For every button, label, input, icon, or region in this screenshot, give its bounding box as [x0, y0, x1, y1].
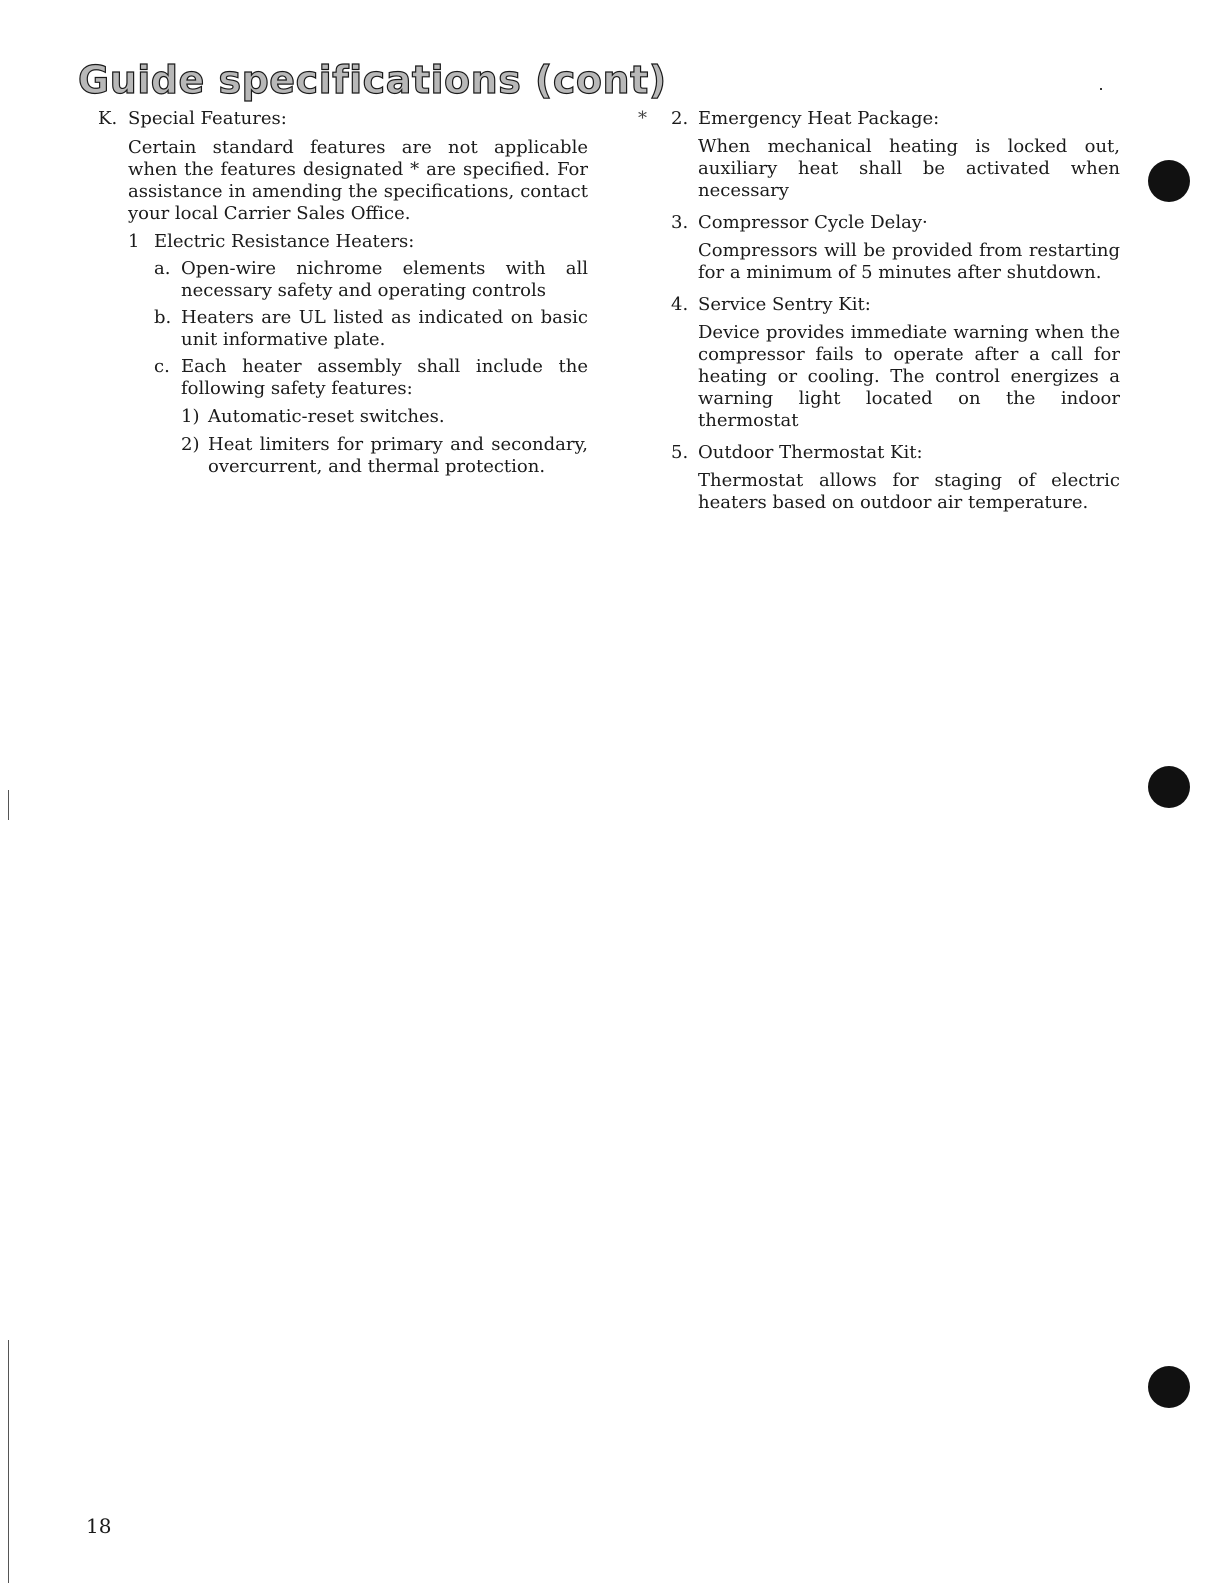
item-5-marker: 5.	[671, 442, 689, 463]
binder-hole-middle	[1148, 766, 1190, 808]
sub-sub-item-1	[181, 406, 588, 428]
item-4-text: Device provides immediate warning when the compressor fails to operate after a call for heating or cooling. The control energizes a warning light located on the indoor thermostat	[698, 322, 1120, 431]
sub-item-a-text: Open-wire nichrome elements with all necessary safety and operating controls	[181, 258, 588, 301]
sub-sub-item-2-marker: 2)	[181, 434, 200, 455]
sub-item-c-text: Each heater assembly shall include the following safety features:	[181, 356, 588, 399]
item-1-sublist	[154, 258, 588, 478]
item-2-text: When mechanical heating is locked out, auxiliary heat shall be activated when necessary	[698, 136, 1120, 201]
item-1-heading: Electric Resistance Heaters:	[154, 231, 415, 252]
sub-item-c	[154, 356, 588, 478]
sub-item-a-marker: a.	[154, 258, 171, 279]
page-title: Guide specifications (cont)	[78, 58, 667, 102]
item-4-marker: 4.	[671, 294, 689, 315]
sub-item-b-text: Heaters are UL listed as indicated on basic unit informative plate.	[181, 307, 588, 350]
sub-sub-item-2	[181, 434, 588, 478]
optional-feature-asterisk: *	[638, 108, 647, 129]
section-k-text: Certain standard features are not applicable when the features designated * are specified. For assistance in amending the specifications, contact your local Carrier Sales Office.	[128, 137, 588, 224]
item-1-marker: 1	[128, 231, 140, 252]
right-column	[638, 108, 1120, 524]
sub-sub-item-2-text: Heat limiters for primary and secondary, overcurrent, and thermal protection.	[208, 434, 588, 477]
item-1	[128, 231, 588, 478]
scan-edge-mark	[8, 790, 9, 820]
sub-sub-item-1-text: Automatic-reset switches.	[208, 406, 445, 427]
sub-item-b	[154, 307, 588, 351]
item-3-marker: 3.	[671, 212, 689, 233]
sub-item-a	[154, 258, 588, 302]
section-k	[98, 108, 588, 478]
item-3-text: Compressors will be provided from restarting for a minimum of 5 minutes after shutdown.	[698, 240, 1120, 283]
item-3	[638, 212, 1120, 284]
section-k-marker: K.	[98, 108, 118, 129]
item-4	[638, 294, 1120, 432]
section-k-heading: Special Features:	[128, 108, 287, 129]
item-4-heading: Service Sentry Kit:	[698, 294, 871, 315]
sub-item-c-marker: c.	[154, 356, 170, 377]
item-3-heading: Compressor Cycle Delay·	[698, 212, 928, 233]
item-2-heading: Emergency Heat Package:	[698, 108, 940, 129]
item-5-heading: Outdoor Thermostat Kit:	[698, 442, 923, 463]
sub-item-b-marker: b.	[154, 307, 172, 328]
sub-sub-item-1-marker: 1)	[181, 406, 200, 427]
item-2-marker: 2.	[671, 108, 689, 129]
item-5	[638, 442, 1120, 514]
binder-hole-top	[1148, 160, 1190, 202]
scan-speck	[1100, 88, 1102, 90]
page-number: 18	[86, 1514, 112, 1538]
item-5-text: Thermostat allows for staging of electric heaters based on outdoor air temperature.	[698, 470, 1120, 513]
left-column	[98, 108, 588, 484]
scan-edge-line	[8, 1340, 9, 1583]
item-2	[638, 108, 1120, 202]
binder-hole-bottom	[1148, 1366, 1190, 1408]
